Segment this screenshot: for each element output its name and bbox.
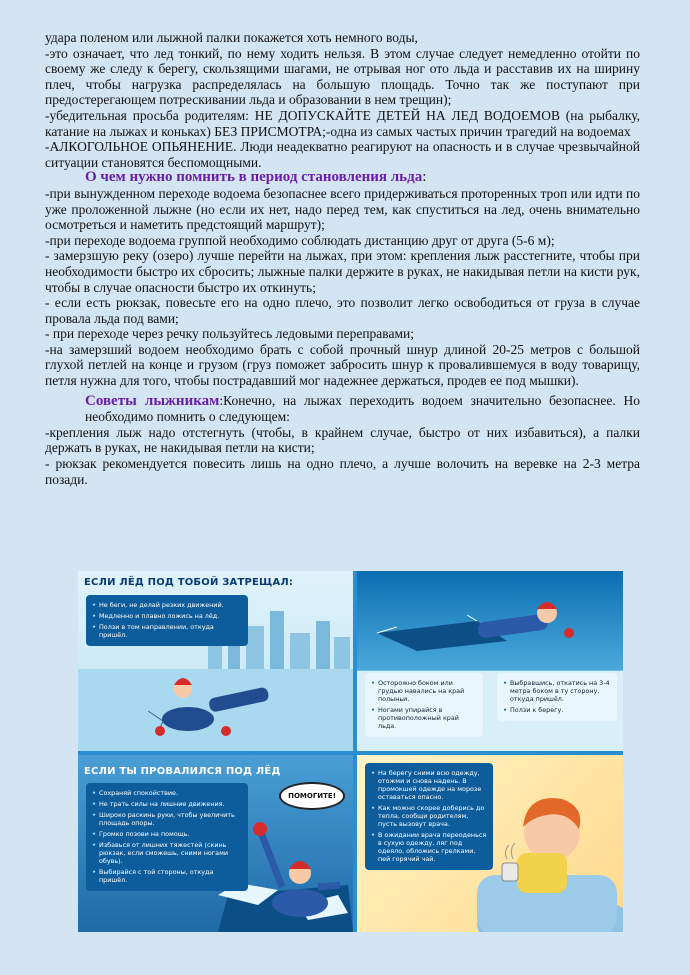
list-item: -крепления лыж надо отстегнуть (чтобы, в крайнем случае, быстро от них избавиться), а палки держать в руках, не накидывая петли на кисти; xyxy=(45,424,640,456)
paragraph: -убедительная просьба родителям: НЕ ДОПУСКАЙТЕ ДЕТЕЙ НА ЛЕД ВОДОЕМОВ (на рыбалку, катание на лыжах и коньках) БЕЗ ПРИСМОТРА;-одна из самых частых причин трагедий на водоемах xyxy=(45,107,640,139)
list-item: • Ногами упирайся в противоположный край льда. xyxy=(371,706,477,730)
list-item: • Громко позови на помощь. xyxy=(92,830,242,838)
list-item: • В ожидании врача переоденься в сухую одежду, ляг под одеяло, обложись грелками, пей горячий чай. xyxy=(371,831,487,863)
list-item: • Широко раскинь руки, чтобы увеличить площадь опоры. xyxy=(92,811,242,827)
list-item: -при переходе водоема группой необходимо соблюдать дистанцию друг от друга (5-6 м); xyxy=(45,232,555,248)
section-heading-text: Советы лыжникам xyxy=(85,392,220,409)
list-item: • Сохраняй спокойствие. xyxy=(92,789,242,797)
heading-colon: : xyxy=(422,169,427,186)
help-speech-bubble: ПОМОГИТЕ! xyxy=(279,782,345,810)
panel-ice-cracking xyxy=(78,571,353,751)
intro-text: :Конечно, на лыжах переходить водоем значительно безопаснее. Но необходимо помнить о следующем: xyxy=(85,392,641,425)
skiers-intro xyxy=(45,393,640,425)
list-item: • Ползи в том направлении, откуда пришёл. xyxy=(92,623,242,639)
paragraph: удара поленом или лыжной палки покажется хоть немного воды, xyxy=(45,30,418,45)
advice-list-right xyxy=(497,673,617,721)
list-item: • Выбирайся с той стороны, откуда пришёл. xyxy=(92,868,242,884)
list-item: -при вынужденном переходе водоема безопаснее всего придерживаться проторенных троп или идти по уже проложенной лыжне (но если их нет, надо перед тем, как спуститься на лед, очень внимательно осмотреться и наметить предстоящий маршрут); xyxy=(45,185,640,233)
advice-list xyxy=(86,783,248,891)
list-item: - при переходе через речку пользуйтесь ледовыми переправами; xyxy=(45,326,414,342)
list-item: • Выбравшись, откатись на 3-4 метра боком в ту сторону, откуда пришёл. xyxy=(503,679,611,703)
panel-getting-out xyxy=(357,571,623,751)
list-item: • Ползи к берегу. xyxy=(503,706,611,714)
paragraph: -это означает, что лед тонкий, по нему ходить нельзя. В этом случае следует немедленно отойти по своему же следу к берегу, скользящими шагами, не отрывая ног ото льда и расставив их на ширину плеч, чтобы нагрузка распределялась на большую площадь. Точно так же поступают при предостерегающем потрескивании льда и образовании в нем трещин); xyxy=(45,45,640,108)
section-heading xyxy=(45,170,640,186)
list-item: • Избавься от лишних тяжестей (скинь рюкзак, если сможешь, сними ногами обувь). xyxy=(92,841,242,865)
panel-title: ЕСЛИ ТЫ ПРОВАЛИЛСЯ ПОД ЛЁД xyxy=(84,766,281,777)
list-item: - рюкзак рекомендуется повесить лишь на одно плечо, а лучше волочить на веревке на 2-3 метра позади. xyxy=(45,456,640,487)
advice-list-left xyxy=(365,673,483,737)
list-item: • Осторожно боком или грудью навались на край полыньи. xyxy=(371,679,477,703)
list-item: • Не трать силы на лишние движения. xyxy=(92,800,242,808)
list-item: -на замерзший водоем необходимо брать с собой прочный шнур длиной 20-25 метров с большой глухой петлей на конце и грузом (груз поможет забросить шнур к провалившемуся в воду товарищу, петля нужна для того, чтобы пострадавший мог надежнее держаться, продев ее под мышки). xyxy=(45,341,640,389)
article-text xyxy=(45,30,640,487)
list-item: • На берегу сними всю одежду, отожми и снова надень. В промокшей одежде на морозе оставаться опасно. xyxy=(371,769,487,801)
safety-poster xyxy=(78,571,623,932)
advice-list xyxy=(365,763,493,870)
list-item: - замерзшую реку (озеро) лучше перейти на лыжах, при этом: крепления лыж расстегните, чтобы при необходимости быстро их сбросить; лыжные палки держите в руках, не накидывая петли на кисти рук, чтобы в случае опасности быстро их откинуть; xyxy=(45,248,640,295)
paragraph: -АЛКОГОЛЬНОЕ ОПЬЯНЕНИЕ. Люди неадекватно реагируют на опасность и в случае чрезвычайной ситуации становятся беспомощными. xyxy=(45,139,640,170)
list-item: • Не беги, не делай резких движений. xyxy=(92,601,242,609)
section-heading-text: О чем нужно помнить в период становления льда xyxy=(85,169,423,186)
panel-title: ЕСЛИ ЛЁД ПОД ТОБОЙ ЗАТРЕЩАЛ: xyxy=(84,577,294,588)
advice-list xyxy=(86,595,248,646)
list-item: - если есть рюкзак, повесьте его на одно плечо, это позволит легко освободиться от груза в случае провала льда под вами; xyxy=(45,295,640,326)
panel-warming-up xyxy=(357,755,623,932)
list-item: • Медленно и плавно ложись на лёд. xyxy=(92,612,242,620)
list-item: • Как можно скорее доберись до тепла, сообщи родителям, пусть вызовут врача. xyxy=(371,804,487,828)
